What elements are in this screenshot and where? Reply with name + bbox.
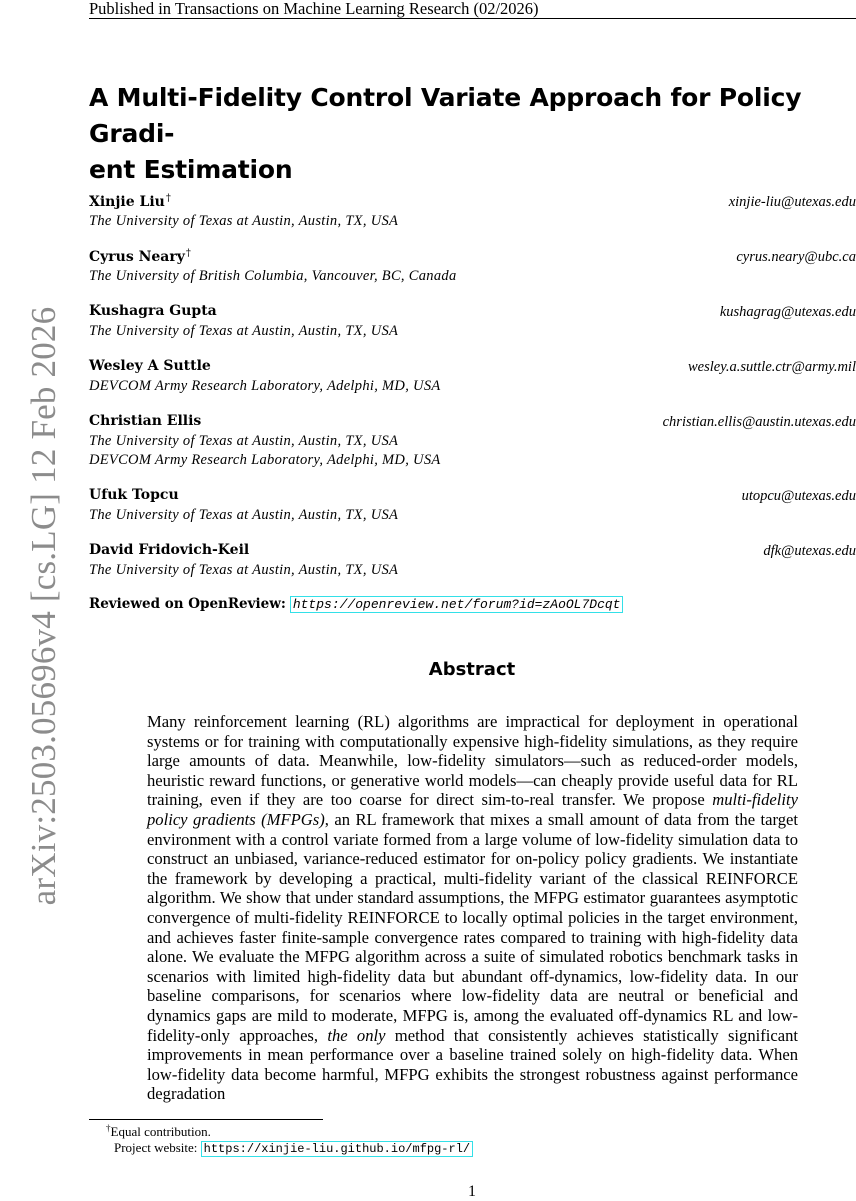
- author-email[interactable]: kushagrag@utexas.edu: [719, 304, 856, 320]
- footnote-label: Project website:: [114, 1140, 198, 1155]
- equal-contribution-mark: †: [165, 193, 171, 204]
- author-email[interactable]: christian.ellis@austin.utexas.edu: [662, 414, 856, 430]
- openreview-label: Reviewed on OpenReview:: [89, 596, 286, 612]
- equal-contribution-mark: †: [185, 248, 191, 259]
- author-affiliation: The University of Texas at Austin, Austin, TX, USA: [89, 213, 399, 229]
- project-website-link[interactable]: https://xinjie-liu.github.io/mfpg-rl/: [201, 1141, 473, 1157]
- author-name: David Fridovich-Keil: [89, 542, 250, 558]
- footnote-text: Equal contribution.: [110, 1124, 211, 1139]
- author-affiliation: The University of Texas at Austin, Austin, TX, USA: [89, 433, 399, 449]
- author-affiliation: The University of British Columbia, Vancouver, BC, Canada: [89, 268, 457, 284]
- author-email[interactable]: wesley.a.suttle.ctr@army.mil: [688, 359, 856, 375]
- page-number: 1: [468, 1183, 476, 1200]
- openreview-line: [89, 596, 623, 613]
- footnote-rule: [89, 1119, 323, 1120]
- author-affiliation: The University of Texas at Austin, Austin, TX, USA: [89, 323, 399, 339]
- abstract-text: Many reinforcement learning (RL) algorithms are impractical for deployment in operational systems or for training with computationally expensive high-fidelity simulations, as they require large amounts of data. Meanwhile, low-fidelity simulators—such as reduced-order models, heuristic reward functions, or generative world models—can cheaply provide useful data for RL training, even if they are too coarse for direct sim-to-real transfer. We propose: [147, 712, 798, 810]
- paper-title: [89, 80, 856, 188]
- arxiv-stamp: arXiv:2503.05696v4 [cs.LG] 12 Feb 2026: [24, 306, 63, 906]
- footnote-project-website: [114, 1140, 473, 1157]
- author-block: [89, 542, 856, 580]
- running-header: Published in Transactions on Machine Learning Research (02/2026): [89, 0, 539, 18]
- author-name: Kushagra Gupta: [89, 303, 217, 319]
- author-affiliation: The University of Texas at Austin, Austin, TX, USA: [89, 507, 399, 523]
- author-name: Christian Ellis: [89, 413, 202, 429]
- abstract-emphasis: the only: [327, 1025, 386, 1045]
- author-name: Xinjie Liu: [89, 194, 165, 210]
- author-email[interactable]: cyrus.neary@ubc.ca: [736, 249, 856, 265]
- author-affiliation: The University of Texas at Austin, Austin, TX, USA: [89, 562, 399, 578]
- abstract-body: [147, 712, 798, 1104]
- abstract-heading: Abstract: [428, 659, 516, 680]
- paper-title-line-1: A Multi-Fidelity Control Variate Approach for Policy Gradi-: [89, 83, 802, 148]
- author-block: [89, 303, 856, 341]
- abstract-text: , an RL framework that mixes a small amount of data from the target environment with a control variate formed from a large volume of low-fidelity simulation data to construct an unbiased, variance-reduced estimator for on-policy policy gradients. We instantiate the framework by developing a practical, multi-fidelity variant of the classical REINFORCE algorithm. We show that under standard assumptions, the MFPG estimator guarantees asymptotic convergence of multi-fidelity REINFORCE to locally optimal policies in the target environment, and achieves faster finite-sample convergence rates compared to training with high-fidelity data alone. We evaluate the MFPG algorithm across a suite of simulated robotics benchmark tasks in scenarios with limited high-fidelity data but abundant off-dynamics, low-fidelity data. In our baseline comparisons, for scenarios where low-fidelity data are neutral or beneficial and dynamics gaps are mild to moderate, MFPG is, among the evaluated off-dynamics RL and low-fidelity-only approaches,: [147, 809, 798, 1045]
- author-block: [89, 358, 856, 396]
- author-affiliation: DEVCOM Army Research Laboratory, Adelphi, MD, USA: [89, 378, 441, 394]
- author-block: [89, 248, 856, 286]
- author-email[interactable]: dfk@utexas.edu: [763, 543, 856, 559]
- author-affiliation: DEVCOM Army Research Laboratory, Adelphi, MD, USA: [89, 451, 441, 468]
- author-block: [89, 413, 856, 469]
- author-name: Ufuk Topcu: [89, 487, 179, 503]
- paper-title-line-2: ent Estimation: [89, 155, 293, 184]
- header-rule: [89, 18, 856, 19]
- author-email[interactable]: utopcu@utexas.edu: [741, 488, 856, 504]
- author-name: Cyrus Neary: [89, 249, 185, 265]
- author-name: Wesley A Suttle: [89, 358, 211, 374]
- abstract-emphasis: multi-fidelity policy gradients (MFPGs): [147, 790, 798, 829]
- author-block: [89, 193, 856, 231]
- abstract-text: method that consistently achieves statistically significant improvements in mean performance over a baseline trained solely on high-fidelity data. When low-fidelity data become harmful, MFPG exhibits the strongest robustness against performance degradation: [147, 1025, 798, 1104]
- author-email[interactable]: xinjie-liu@utexas.edu: [728, 194, 856, 210]
- openreview-link[interactable]: https://openreview.net/forum?id=zAoOL7Dcqt: [290, 596, 624, 613]
- footnote-mark: †: [106, 1123, 111, 1133]
- author-block: [89, 487, 856, 525]
- footnote-equal-contribution: [106, 1123, 211, 1140]
